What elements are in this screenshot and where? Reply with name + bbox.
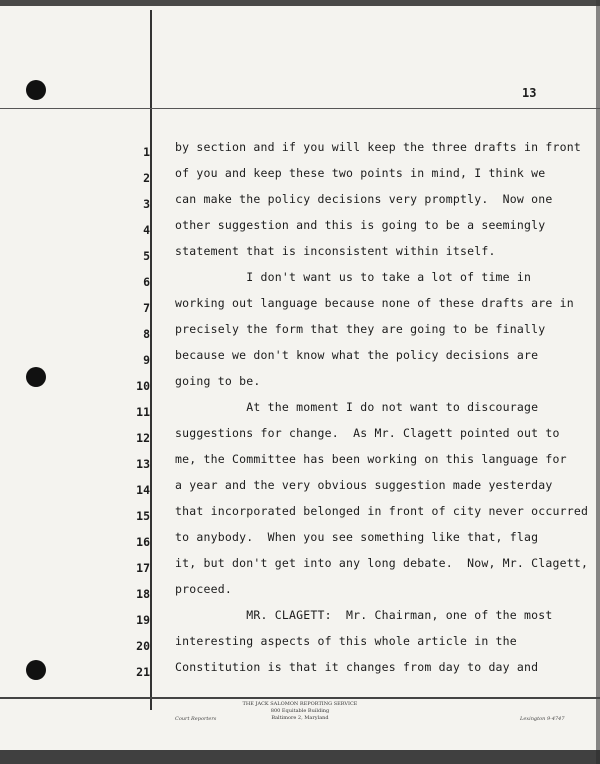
footer-right-label: Lexington 9-4747 <box>520 716 565 722</box>
transcript-line: to anybody. When you see something like that, flag <box>175 530 539 544</box>
left-margin-rule <box>150 10 152 710</box>
transcript-line: can make the policy decisions very promptly. Now one <box>175 192 553 206</box>
line-number: 8 <box>143 327 150 341</box>
transcript-line: because we don't know what the policy decisions are <box>175 348 539 362</box>
transcript-line: a year and the very obvious suggestion made yesterday <box>175 478 553 492</box>
transcript-line: At the moment I do not want to discourage <box>175 400 539 414</box>
transcript-line: interesting aspects of this whole article in the <box>175 634 517 648</box>
punch-hole-top-icon <box>26 80 46 100</box>
footer-left-label: Court Reporters <box>175 716 217 722</box>
transcript-line: of you and keep these two points in mind, I think we <box>175 166 546 180</box>
line-number: 14 <box>136 483 150 497</box>
transcript-line: it, but don't get into any long debate. Now, Mr. Clagett, <box>175 556 589 570</box>
transcript-line: proceed. <box>175 582 232 596</box>
line-number: 11 <box>136 405 150 419</box>
footer-rule <box>0 697 600 699</box>
transcript-line: going to be. <box>175 374 261 388</box>
line-number: 10 <box>136 379 150 393</box>
transcript-line: suggestions for change. As Mr. Clagett pointed out to <box>175 426 560 440</box>
transcript-line: that incorporated belonged in front of city never occurred <box>175 504 589 518</box>
transcript-line: working out language because none of these drafts are in <box>175 296 574 310</box>
line-number: 3 <box>143 197 150 211</box>
line-number: 4 <box>143 223 150 237</box>
line-number: 15 <box>136 509 150 523</box>
punch-hole-bottom-icon <box>26 660 46 680</box>
transcript-line: MR. CLAGETT: Mr. Chairman, one of the most <box>175 608 553 622</box>
transcript-line: I don't want us to take a lot of time in <box>175 270 532 284</box>
transcript-line: statement that is inconsistent within itself. <box>175 244 496 258</box>
transcript-line: precisely the form that they are going to be finally <box>175 322 546 336</box>
page-number: 13 <box>522 86 537 100</box>
line-number: 9 <box>143 353 150 367</box>
line-number: 18 <box>136 587 150 601</box>
line-number: 6 <box>143 275 150 289</box>
reporter-address-line1: 800 Equitable Building <box>270 708 330 714</box>
line-number: 13 <box>136 457 150 471</box>
reporter-address-line2: Baltimore 2, Maryland <box>271 715 329 721</box>
line-number: 19 <box>136 613 150 627</box>
line-number: 17 <box>136 561 150 575</box>
scan-edge-bottom <box>0 750 600 764</box>
line-number: 5 <box>143 249 150 263</box>
line-number: 20 <box>136 639 150 653</box>
transcript-line: other suggestion and this is going to be a seemingly <box>175 218 546 232</box>
punch-hole-middle-icon <box>26 367 46 387</box>
line-number: 1 <box>143 145 150 159</box>
header-rule <box>0 108 600 109</box>
line-number: 21 <box>136 665 150 679</box>
line-number: 12 <box>136 431 150 445</box>
transcript-line: me, the Committee has been working on this language for <box>175 452 567 466</box>
scan-edge-top <box>0 0 600 6</box>
line-number: 7 <box>143 301 150 315</box>
line-number: 16 <box>136 535 150 549</box>
transcript-line: Constitution is that it changes from day to day and <box>175 660 539 674</box>
scan-edge-right <box>596 0 600 764</box>
line-number: 2 <box>143 171 150 185</box>
transcript-line: by section and if you will keep the three drafts in front <box>175 140 582 154</box>
reporter-company: THE JACK SALOMON REPORTING SERVICE <box>242 701 358 707</box>
